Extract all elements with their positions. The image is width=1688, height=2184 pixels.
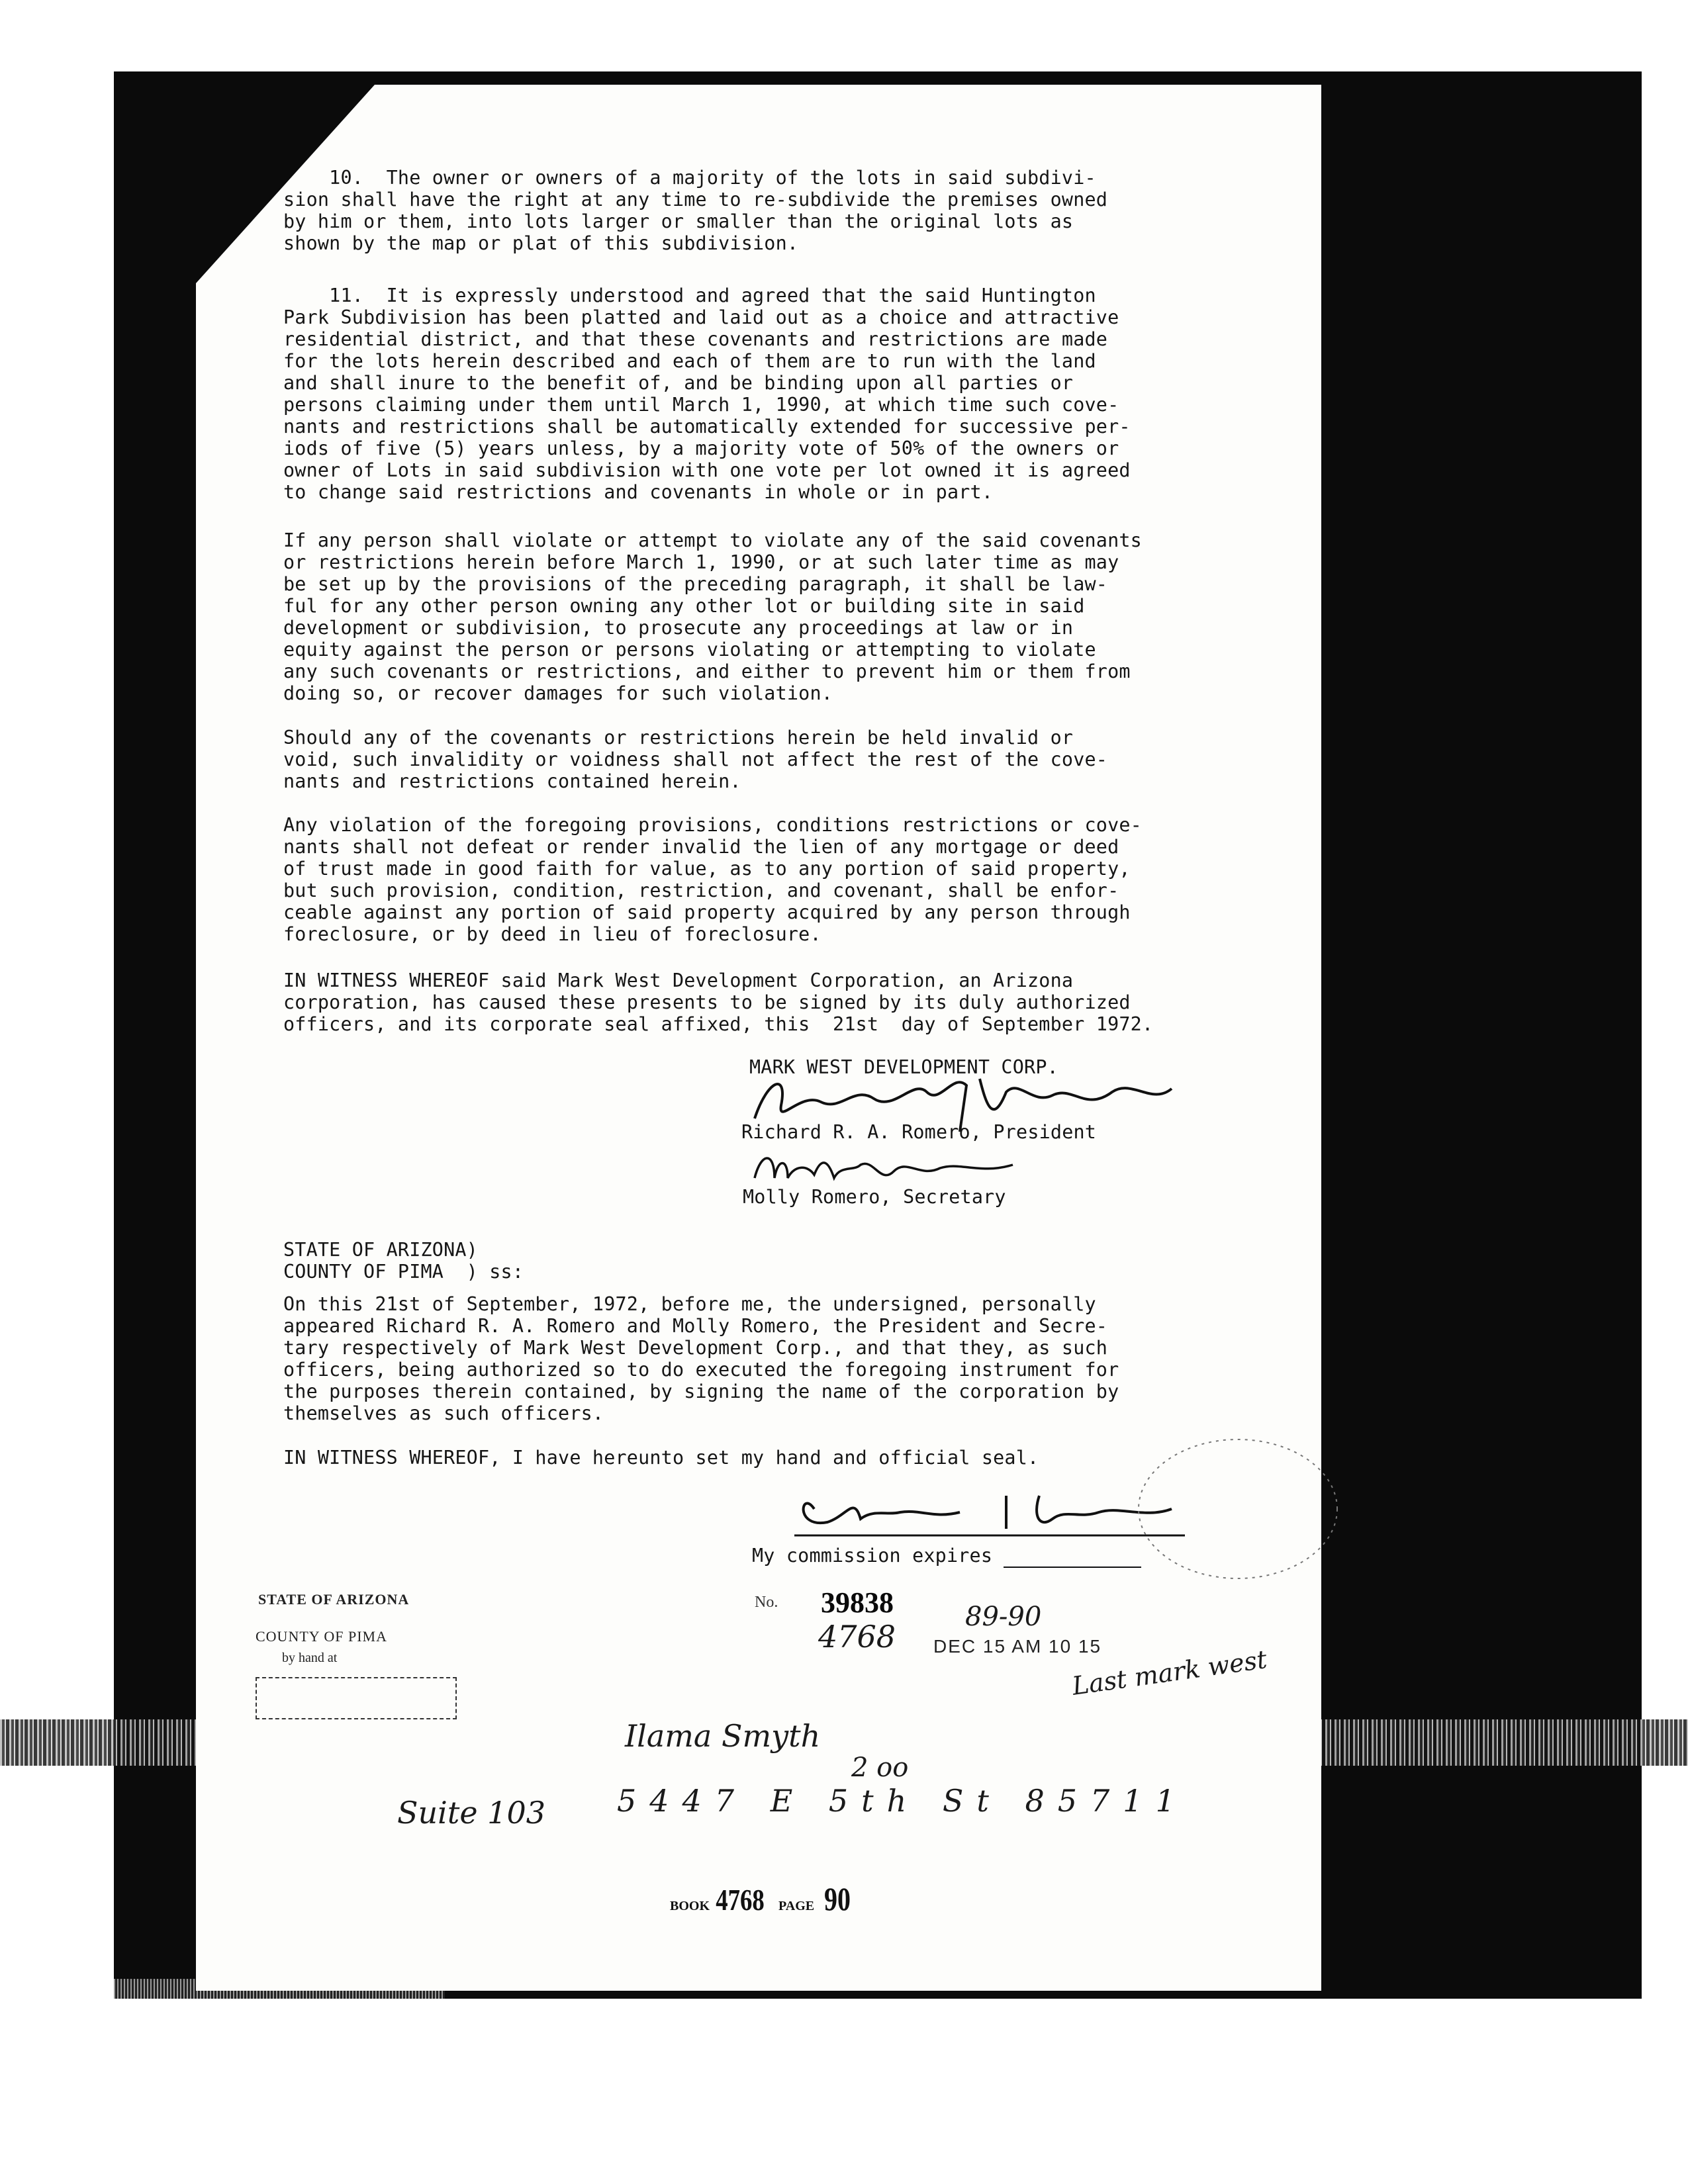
handwritten-fee: 2 oo	[851, 1752, 909, 1783]
stamp-county: COUNTY OF PIMA	[256, 1628, 387, 1645]
notary-witness-clause: IN WITNESS WHEREOF, I have hereunto set my hand and official seal.	[283, 1447, 1039, 1469]
commission-label: My commission expires	[752, 1545, 993, 1567]
recording-time-stamp: DEC 15 AM 10 15	[933, 1636, 1102, 1657]
stamp-by-hand: by hand at	[282, 1651, 338, 1665]
handwritten-pages: 89-90	[965, 1602, 1042, 1632]
corporation-name: MARK WEST DEVELOPMENT CORP.	[749, 1056, 1058, 1078]
handwritten-note: Last mark west	[1070, 1644, 1269, 1701]
secretary-signature	[748, 1145, 1026, 1191]
notary-acknowledgment: On this 21st of September, 1972, before me, the undersigned, personally appeared Richard R. A. Romero and Molly Romero, the President and Secre- tary respectively of Mark West Development Corp., and that they, as such officers, being authorized so to do executed the foregoing instrument for the purposes therein contained, by signing the name of the corporation by themselves as such officers.	[283, 1293, 1119, 1424]
witness-clause: IN WITNESS WHEREOF said Mark West Development Corporation, an Arizona corporation, has caused these presents to be signed by its duly authorized officers, and its corporate seal affixed, this 21st day of September 1972.	[283, 970, 1154, 1035]
document-number: 39838	[821, 1586, 894, 1619]
paragraph-11: 11. It is expressly understood and agreed that the said Huntington Park Subdivision has been platted and laid out as a choice and attractive residential district, and that these covenants and restrictions are made for the lots herein described and each of them are to run with the land and shall inure to the benefit of, and be binding upon all parties or persons claiming under them until March 1, 1990, at which time such cove- nants and restrictions shall be automatically extended for successive per- iods of five (5) years unless, by a majority vote of 50% of the owners or owner of Lots in said subdivision with one vote per lot owned it is agreed to change said restrictions and covenants in whole or in part.	[283, 285, 1131, 503]
handwritten-address-street: 5447 E 5th St 85711	[617, 1783, 1188, 1819]
handwritten-address-suite: Suite 103	[397, 1795, 545, 1831]
commission-date-line	[1004, 1545, 1141, 1568]
doc-number-label: No.	[755, 1594, 778, 1611]
handwritten-book: 4768	[818, 1619, 896, 1655]
handwritten-name: Ilama Smyth	[625, 1718, 821, 1754]
president-name: Richard R. A. Romero, President	[741, 1121, 1097, 1143]
paragraph-violation: If any person shall violate or attempt to violate any of the said covenants or restrictions herein before March 1, 1990, or at such later time as may be set up by the provisions of the preceding paragraph, it shall be law- ful for any other person owning any other lot or building site in said development or subdivision, to prosecute any proceedings at law or in equity against the person or persons violating or attempting to violate any such covenants or restrictions, and either to prevent him or them from doing so, or recover damages for such violation.	[283, 529, 1142, 704]
book-number: 4768	[716, 1883, 765, 1917]
stamp-box	[256, 1677, 457, 1719]
commission-expires	[752, 1545, 1141, 1568]
book-label: BOOK	[670, 1899, 710, 1913]
paragraph-invalidity: Should any of the covenants or restrictions herein be held invalid or void, such invalidity or voidness shall not affect the rest of the cove- nants and restrictions contained herein.	[283, 727, 1108, 792]
recorder-stamp	[256, 1591, 560, 1763]
stamp-state: STATE OF ARIZONA	[258, 1591, 410, 1608]
paragraph-10: 10. The owner or owners of a majority of the lots in said subdivi- sion shall have the right at any time to re-subdivide the premises owned by him or them, into lots larger or smaller than the original lots as shown by the map or plat of this subdivision.	[283, 167, 1108, 254]
page-label: PAGE	[778, 1899, 815, 1913]
secretary-name: Molly Romero, Secretary	[743, 1186, 1006, 1208]
notary-seal	[1125, 1430, 1344, 1595]
page-number: 90	[824, 1880, 851, 1917]
book-page-footer	[670, 1880, 854, 1918]
paragraph-mortgage: Any violation of the foregoing provisions, conditions restrictions or cove- nants shall not defeat or render invalid the lien of any mortgage or deed of trust made in good faith for value, as to any portion of said property, but such provision, condition, restriction, and covenant, shall be enfor- ceable against any portion of said property acquired by any person through foreclosure, or by deed in lieu of foreclosure.	[283, 814, 1142, 945]
state-county-heading: STATE OF ARIZONA) COUNTY OF PIMA ) ss:	[283, 1239, 524, 1283]
